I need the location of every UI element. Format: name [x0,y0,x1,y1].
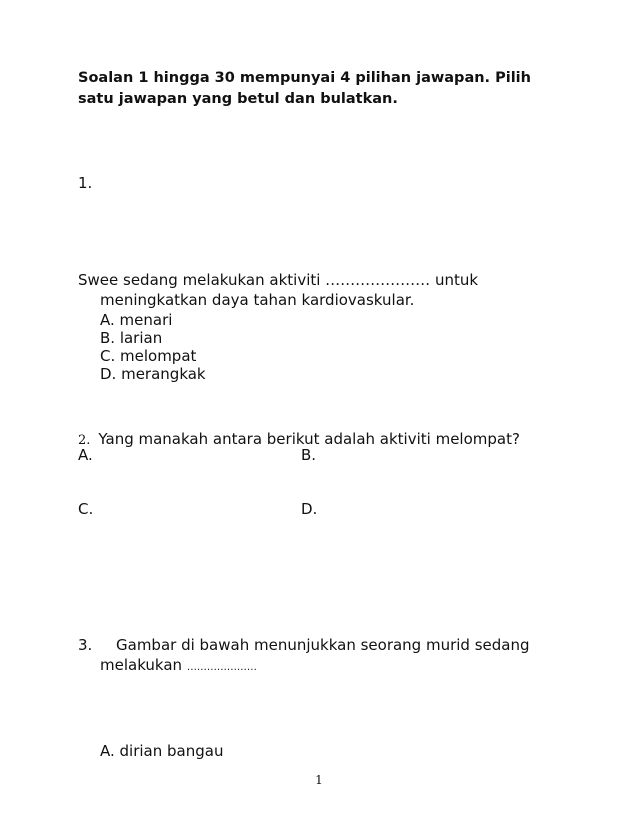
question-1-option-a: A. menari [100,311,173,329]
question-3-blank: ………………… [186,662,257,673]
question-3-stem-text: melakukan [100,656,183,674]
question-1-stem-line2: meningkatkan daya tahan kardiovaskular. [100,291,415,309]
question-1-option-b: B. larian [100,329,163,347]
question-2-label-c: C. [78,500,94,518]
question-2-stem: Yang manakah antara berikut adalah aktiviti melompat? [98,430,520,448]
question-1-number: 1. [78,174,93,192]
question-2-label-b: B. [301,446,317,464]
question-2-number: 2. [78,433,91,448]
question-3-stem-line2 [100,656,257,674]
question-1-option-d: D. merangkak [100,365,206,383]
question-1-option-c: C. melompat [100,347,197,365]
question-2-label-a: A. [78,446,93,464]
question-2-label-d: D. [301,500,318,518]
question-2 [78,430,520,448]
question-3-number: 3. [78,636,93,654]
question-1-stem-line1: Swee sedang melakukan aktiviti ………………… untuk [78,271,479,289]
page-number: 1 [315,773,323,787]
instructions: Soalan 1 hingga 30 mempunyai 4 pilihan jawapan. Pilih satu jawapan yang betul dan bulatkan. [78,70,531,107]
question-3-option-a: A. dirian bangau [100,742,224,760]
question-3-stem-line1: Gambar di bawah menunjukkan seorang murid sedang [116,636,530,654]
